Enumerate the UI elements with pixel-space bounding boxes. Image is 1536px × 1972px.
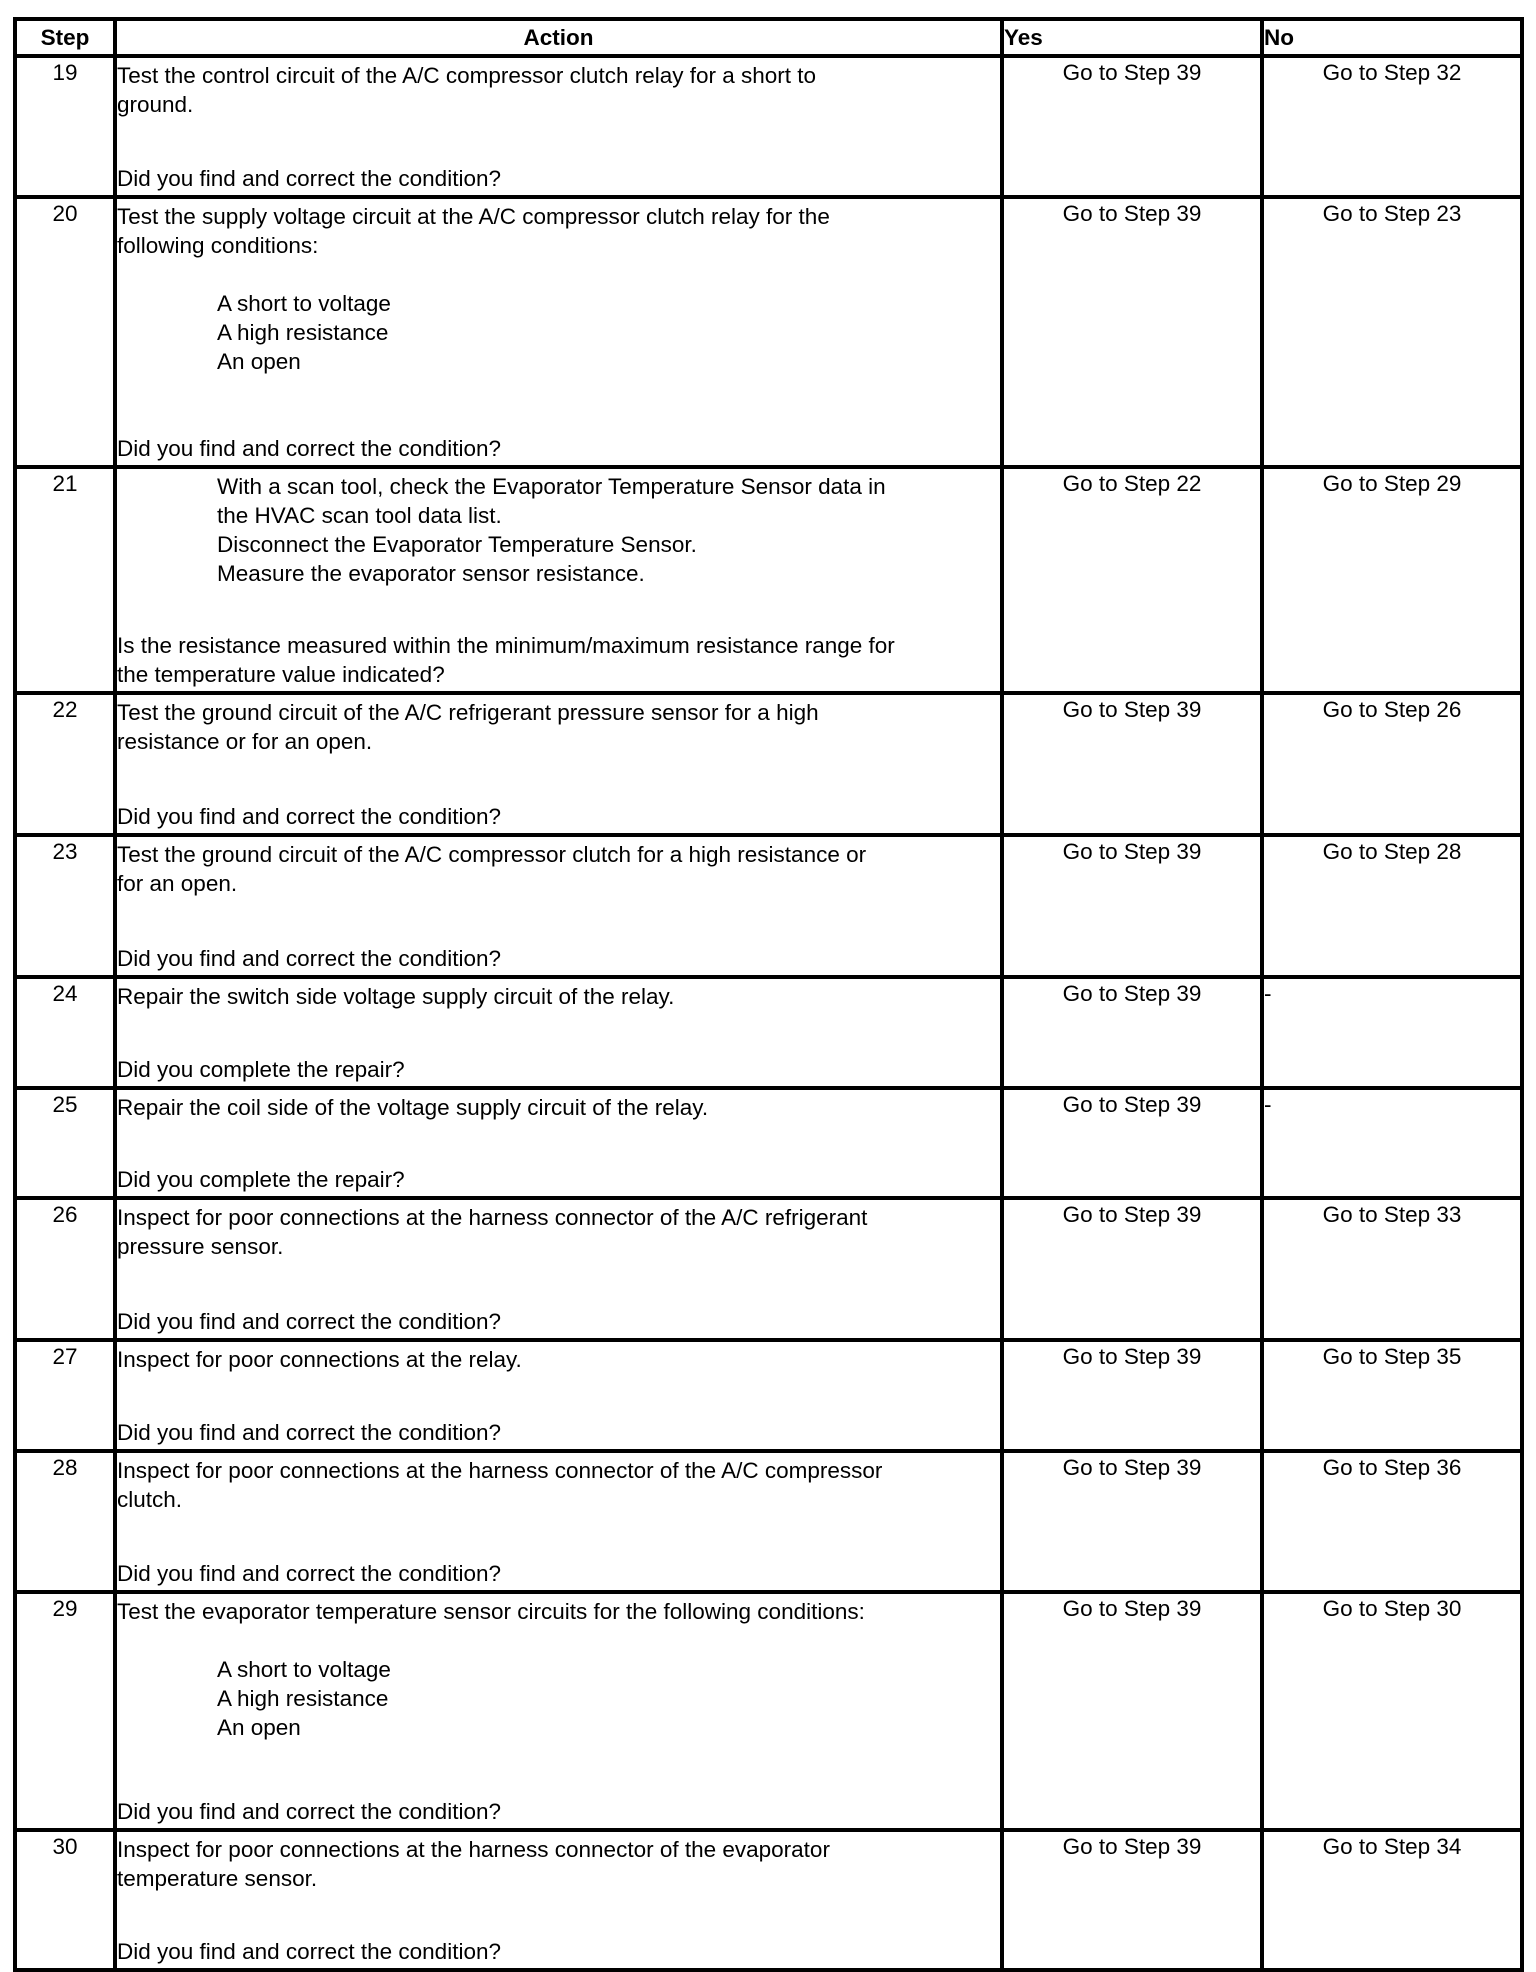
- no-result: Go to Step 35: [1262, 1340, 1522, 1451]
- table-row: [15, 977, 1522, 1088]
- action-list-item: An open: [217, 349, 301, 374]
- no-result: Go to Step 33: [1262, 1198, 1522, 1340]
- yes-result: Go to Step 39: [1002, 1340, 1262, 1451]
- step-number: 29: [15, 1592, 115, 1830]
- action-cell: [115, 1340, 1002, 1451]
- action-text-line: Repair the coil side of the voltage supply circuit of the relay.: [117, 1095, 709, 1120]
- action-question-line: Did you complete the repair?: [117, 1057, 405, 1082]
- no-result: Go to Step 28: [1262, 835, 1522, 977]
- action-text-line: Test the control circuit of the A/C compressor clutch relay for a short to: [117, 63, 817, 88]
- table-row: [15, 1198, 1522, 1340]
- action-cell: [115, 1451, 1002, 1592]
- action-cell: [115, 1198, 1002, 1340]
- action-question-line: Is the resistance measured within the minimum/maximum resistance range for: [117, 633, 895, 658]
- action-cell: [115, 1830, 1002, 1970]
- action-cell: [115, 835, 1002, 977]
- action-list-item: A high resistance: [217, 320, 389, 345]
- yes-result: Go to Step 39: [1002, 835, 1262, 977]
- action-list-item: the HVAC scan tool data list.: [217, 503, 502, 528]
- table-row: [15, 1451, 1522, 1592]
- action-list-item: Disconnect the Evaporator Temperature Sensor.: [217, 532, 697, 557]
- action-list-item: Measure the evaporator sensor resistance.: [217, 561, 645, 586]
- action-list-item: A short to voltage: [217, 1657, 391, 1682]
- yes-result: Go to Step 39: [1002, 1830, 1262, 1970]
- action-cell: [115, 693, 1002, 835]
- action-cell: [115, 467, 1002, 693]
- action-text-line: for an open.: [117, 871, 238, 896]
- yes-result: Go to Step 22: [1002, 467, 1262, 693]
- step-number: 23: [15, 835, 115, 977]
- step-number: 21: [15, 467, 115, 693]
- table-body: [15, 56, 1522, 1970]
- action-text-line: Test the ground circuit of the A/C refrigerant pressure sensor for a high: [117, 700, 819, 725]
- no-result: Go to Step 32: [1262, 56, 1522, 197]
- table-row: [15, 693, 1522, 835]
- table-row: [15, 467, 1522, 693]
- no-result: Go to Step 36: [1262, 1451, 1522, 1592]
- table-row: [15, 835, 1522, 977]
- no-result: Go to Step 23: [1262, 197, 1522, 467]
- no-result: Go to Step 30: [1262, 1592, 1522, 1830]
- header-no: No: [1262, 19, 1522, 56]
- table-row: [15, 56, 1522, 197]
- yes-result: Go to Step 39: [1002, 1592, 1262, 1830]
- action-text-line: pressure sensor.: [117, 1234, 284, 1259]
- action-text-line: Test the supply voltage circuit at the A/C compressor clutch relay for the: [117, 204, 830, 229]
- action-question-line: Did you complete the repair?: [117, 1167, 405, 1192]
- action-text-line: ground.: [117, 92, 194, 117]
- action-question-line: Did you find and correct the condition?: [117, 166, 501, 191]
- yes-result: Go to Step 39: [1002, 1451, 1262, 1592]
- action-text-line: Test the ground circuit of the A/C compressor clutch for a high resistance or: [117, 842, 867, 867]
- action-cell: [115, 197, 1002, 467]
- yes-result: Go to Step 39: [1002, 1088, 1262, 1198]
- action-text-line: following conditions:: [117, 233, 319, 258]
- action-list-item: A high resistance: [217, 1686, 389, 1711]
- action-cell: [115, 1088, 1002, 1198]
- action-question-line: Did you find and correct the condition?: [117, 1561, 501, 1586]
- table-row: [15, 197, 1522, 467]
- table-row: [15, 1088, 1522, 1198]
- action-text-line: Test the evaporator temperature sensor circuits for the following conditions:: [117, 1599, 865, 1624]
- action-question-line: Did you find and correct the condition?: [117, 1420, 501, 1445]
- action-list-item: A short to voltage: [217, 291, 391, 316]
- action-question-line: Did you find and correct the condition?: [117, 1799, 501, 1824]
- no-result: Go to Step 29: [1262, 467, 1522, 693]
- no-result: Go to Step 26: [1262, 693, 1522, 835]
- step-number: 30: [15, 1830, 115, 1970]
- step-number: 25: [15, 1088, 115, 1198]
- no-result: -: [1262, 1088, 1522, 1198]
- action-list-item: An open: [217, 1715, 301, 1740]
- table-row: [15, 1592, 1522, 1830]
- step-number: 24: [15, 977, 115, 1088]
- action-text-line: Inspect for poor connections at the relay.: [117, 1347, 522, 1372]
- action-text-line: temperature sensor.: [117, 1866, 318, 1891]
- action-text-line: clutch.: [117, 1487, 183, 1512]
- action-text-line: resistance or for an open.: [117, 729, 373, 754]
- action-text-line: Inspect for poor connections at the harness connector of the evaporator: [117, 1837, 830, 1862]
- yes-result: Go to Step 39: [1002, 977, 1262, 1088]
- no-result: -: [1262, 977, 1522, 1088]
- step-number: 20: [15, 197, 115, 467]
- step-number: 27: [15, 1340, 115, 1451]
- step-number: 28: [15, 1451, 115, 1592]
- header-row: [15, 19, 1522, 56]
- action-text-line: Repair the switch side voltage supply circuit of the relay.: [117, 984, 675, 1009]
- action-question-line: Did you find and correct the condition?: [117, 804, 501, 829]
- step-number: 22: [15, 693, 115, 835]
- no-result: Go to Step 34: [1262, 1830, 1522, 1970]
- action-cell: [115, 977, 1002, 1088]
- table-row: [15, 1830, 1522, 1970]
- header-action: Action: [115, 19, 1002, 56]
- action-cell: [115, 1592, 1002, 1830]
- yes-result: Go to Step 39: [1002, 56, 1262, 197]
- action-question-line: Did you find and correct the condition?: [117, 946, 501, 971]
- action-question-line: Did you find and correct the condition?: [117, 1309, 501, 1334]
- header-yes: Yes: [1002, 19, 1262, 56]
- yes-result: Go to Step 39: [1002, 693, 1262, 835]
- step-number: 19: [15, 56, 115, 197]
- action-text-line: Inspect for poor connections at the harness connector of the A/C compressor: [117, 1458, 883, 1483]
- table-row: [15, 1340, 1522, 1451]
- action-list-item: With a scan tool, check the Evaporator Temperature Sensor data in: [217, 474, 886, 499]
- header-step: Step: [15, 19, 115, 56]
- action-question-line: the temperature value indicated?: [117, 662, 445, 687]
- diagnostic-table: [13, 17, 1524, 1972]
- action-cell: [115, 56, 1002, 197]
- action-question-line: Did you find and correct the condition?: [117, 1939, 501, 1964]
- yes-result: Go to Step 39: [1002, 1198, 1262, 1340]
- step-number: 26: [15, 1198, 115, 1340]
- action-text-line: Inspect for poor connections at the harness connector of the A/C refrigerant: [117, 1205, 868, 1230]
- yes-result: Go to Step 39: [1002, 197, 1262, 467]
- action-question-line: Did you find and correct the condition?: [117, 436, 501, 461]
